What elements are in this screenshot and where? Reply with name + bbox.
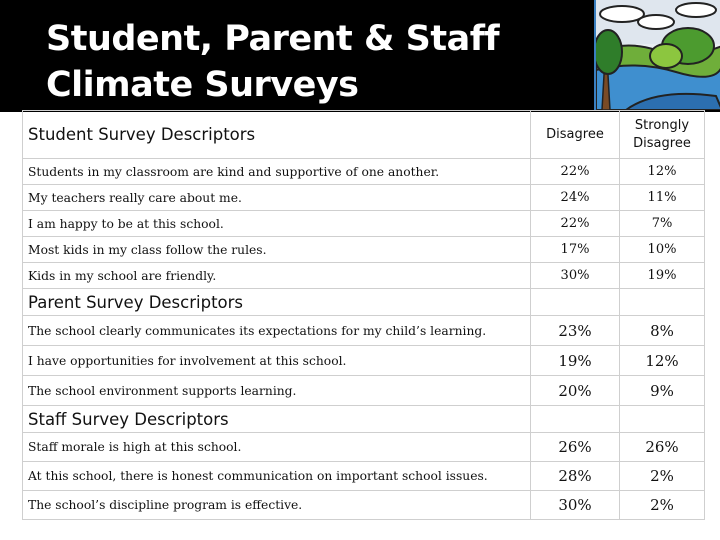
table-row: [23, 211, 705, 237]
table-row: [23, 376, 705, 406]
table-row: [23, 462, 705, 491]
strongly-disagree-value: 7%: [620, 211, 705, 237]
strongly-disagree-value: 10%: [620, 237, 705, 263]
table-row: [23, 263, 705, 289]
section-row: [23, 406, 705, 433]
strongly-disagree-value: 26%: [620, 433, 705, 462]
table-row: [23, 316, 705, 346]
empty-cell: [531, 406, 620, 433]
disagree-value: 28%: [531, 462, 620, 491]
disagree-value: 23%: [531, 316, 620, 346]
disagree-value: 30%: [531, 263, 620, 289]
slide-title-line-1: Student, Parent & Staff: [46, 19, 500, 59]
row-descriptor: Staff morale is high at this school.: [23, 433, 531, 462]
strongly-disagree-header-line-1: Strongly: [634, 117, 690, 133]
slide-title-line-2: Climate Surveys: [46, 65, 359, 105]
table-header-row: [23, 111, 705, 159]
parent-section-heading: Parent Survey Descriptors: [23, 289, 531, 316]
disagree-value: 24%: [531, 185, 620, 211]
row-descriptor: The school environment supports learning.: [23, 376, 531, 406]
disagree-value: 17%: [531, 237, 620, 263]
landscape-logo-icon: [594, 0, 720, 110]
row-descriptor: The school clearly communicates its expectations for my child’s learning.: [23, 316, 531, 346]
strongly-disagree-column-header: [620, 111, 705, 159]
student-section-heading: Student Survey Descriptors: [23, 111, 531, 159]
strongly-disagree-value: 2%: [620, 491, 705, 520]
empty-cell: [531, 289, 620, 316]
row-descriptor: The school’s discipline program is effective.: [23, 491, 531, 520]
strongly-disagree-value: 12%: [620, 159, 705, 185]
row-descriptor: Students in my classroom are kind and supportive of one another.: [23, 159, 531, 185]
table-row: [23, 433, 705, 462]
disagree-column-header: Disagree: [531, 111, 620, 159]
staff-section-heading: Staff Survey Descriptors: [23, 406, 531, 433]
strongly-disagree-value: 19%: [620, 263, 705, 289]
disagree-value: 19%: [531, 346, 620, 376]
table-row: [23, 159, 705, 185]
strongly-disagree-value: 9%: [620, 376, 705, 406]
strongly-disagree-value: 11%: [620, 185, 705, 211]
survey-table: [22, 110, 705, 520]
table-row: [23, 346, 705, 376]
row-descriptor: Kids in my school are friendly.: [23, 263, 531, 289]
disagree-value: 22%: [531, 159, 620, 185]
disagree-value: 22%: [531, 211, 620, 237]
strongly-disagree-header-line-2: Disagree: [633, 135, 691, 151]
row-descriptor: My teachers really care about me.: [23, 185, 531, 211]
strongly-disagree-value: 12%: [620, 346, 705, 376]
strongly-disagree-value: 2%: [620, 462, 705, 491]
disagree-value: 30%: [531, 491, 620, 520]
slide-title: [46, 16, 586, 108]
table-row: [23, 185, 705, 211]
table-row: [23, 491, 705, 520]
row-descriptor: Most kids in my class follow the rules.: [23, 237, 531, 263]
section-row: [23, 289, 705, 316]
empty-cell: [620, 289, 705, 316]
row-descriptor: At this school, there is honest communication on important school issues.: [23, 462, 531, 491]
disagree-value: 26%: [531, 433, 620, 462]
strongly-disagree-value: 8%: [620, 316, 705, 346]
empty-cell: [620, 406, 705, 433]
table-row: [23, 237, 705, 263]
row-descriptor: I am happy to be at this school.: [23, 211, 531, 237]
disagree-value: 20%: [531, 376, 620, 406]
row-descriptor: I have opportunities for involvement at this school.: [23, 346, 531, 376]
